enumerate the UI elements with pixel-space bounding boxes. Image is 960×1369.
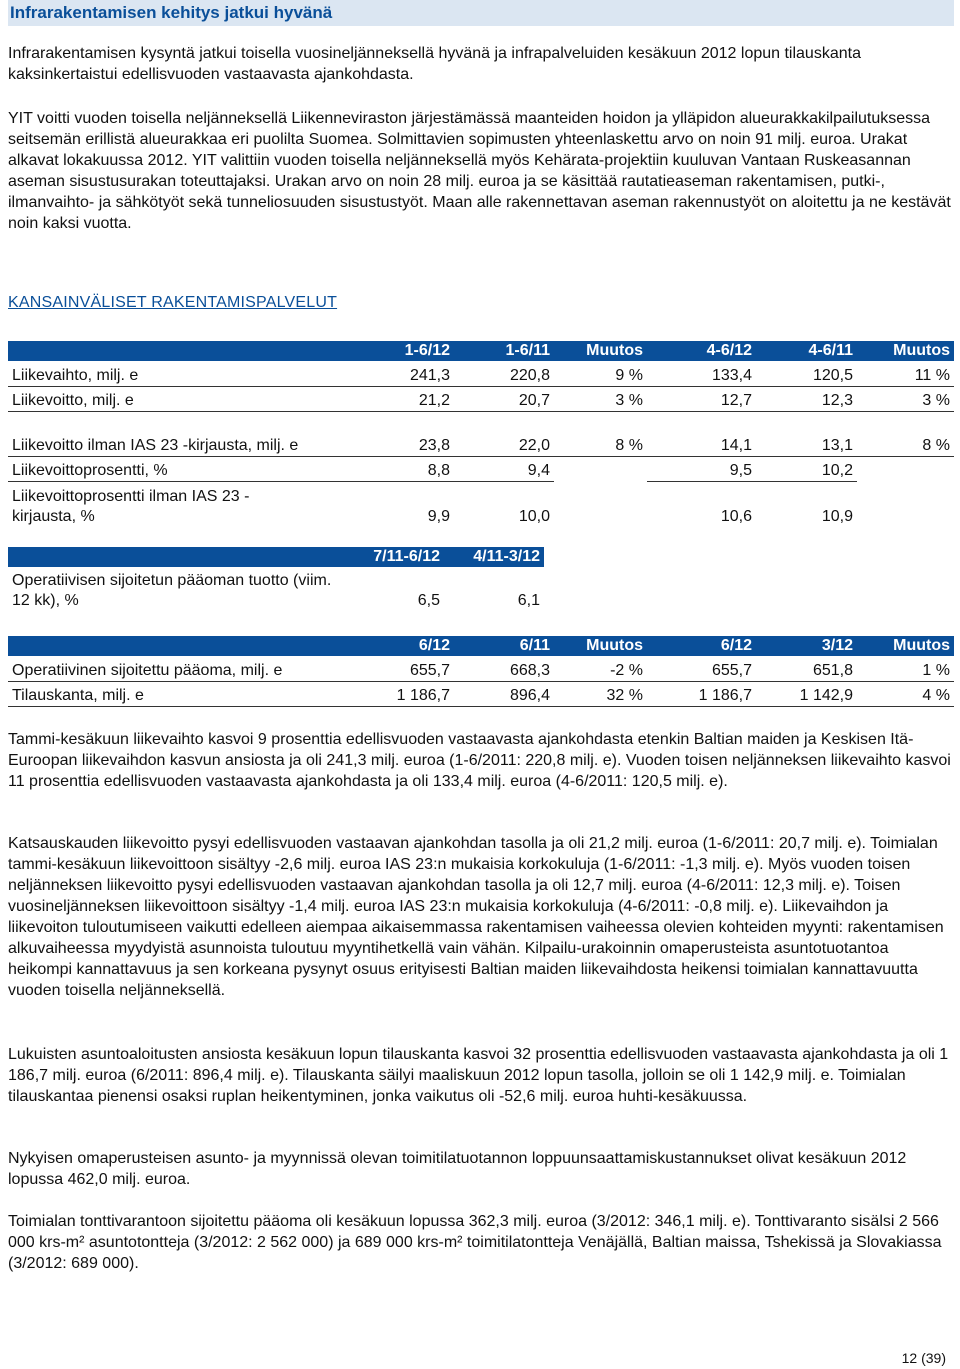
cell: 241,3 xyxy=(353,361,454,386)
cell: 32 % xyxy=(554,681,647,706)
row-label: Liikevoitto, milj. e xyxy=(8,386,353,411)
column-header: 6/12 xyxy=(647,636,756,656)
revenue-paragraph: Tammi-kesäkuun liikevaihto kasvoi 9 prosenttia edellisvuoden vastaavasta ajankohdasta etenkin Baltian maiden ja Keskisen Itä-Euroopan liikevaihdon kasvun ansiosta ja oli 241,3 milj. euroa (1-6/2011: 220,8 milj. e). Vuoden toisen neljänneksen liikevaihto kasvoi 11 prosenttia edellisvuoden vastaavasta ajankohdasta ja oli 133,4 milj. euroa (4-6/2011: 120,5 milj. e). xyxy=(8,731,951,790)
column-header: 3/12 xyxy=(756,636,857,656)
contracts-paragraph: YIT voitti vuoden toisella neljänneksellä Liikenneviraston järjestämässä maanteiden hoidon ja ylläpidon alueurakkakilpailutuksessa seitsemän erillistä alueurakkaa eri puolilta Suomea. Solmittavien sopimusten yhteenlaskettu arvo on noin 91 milj. euroa. Urakat alkavat lokakuussa 2012. YIT valittiin vuoden toisella neljänneksellä myös Kehärata-projektiin kuuluvan Vantaan Ruskeasannan aseman sisustusurakan toteuttajaksi. Urakan arvo on noin 28 milj. euroa ja se käsittää rautatieaseman rakentamisen, putki-, ilmanvaihto- ja sähkötyöt sekä tunneliosuuden sisustustyöt. Maan alle rakennettavan aseman rakennustyöt on aloitettu ja ne kestävät noin kaksi vuotta. xyxy=(8,110,951,232)
order-book-paragraph: Lukuisten asuntoaloitusten ansiosta kesäkuun lopun tilauskanta kasvoi 32 prosenttia edellisvuoden vastaavasta ajankohdasta ja oli 1 186,7 milj. euroa (6/2011: 896,4 milj. e). Tilauskanta säilyi maaliskuun 2012 lopun tasolla, jolloin se oli 1 142,9 milj. e. Toimialan tilauskantaa pienensi osaksi ruplan heikentyminen, jonka vaikutus oli -52,6 milj. euroa huhti-kesäkuussa. xyxy=(8,1046,949,1105)
cell xyxy=(857,481,954,527)
profit-paragraph: Katsauskauden liikevoitto pysyi edellisvuoden vastaavan ajankohdan tasolla ja oli 21,2 milj. euroa (1-6/2011: 20,7 milj. e). Toimialan tammi-kesäkuun liikevoittoon sisältyy -2,6 milj. euroa IAS 23:n mukaisia korkokuluja (1-6/2011: -1,3 milj. e). Myös vuoden toisen neljänneksen liikevoitto pysyi edellisvuoden vastaavan ajankohdan tasolla ja oli 12,7 milj. euroa (4-6/2011: 12,3 milj. e). Toisen vuosineljänneksen liikevoittoon sisältyy -1,4 milj. euroa IAS 23:n mukaisia korkokuluja (4-6/2011: -0,8 milj. e). Liikevaihdon ja liikevoiton tuloutumiseen vaikutti edelleen aiempaa aikaisemmassa rakentamisen vaiheessa olevien kohteiden myynti: rakentamisen alkuvaiheessa myydyistä asunnoista tuloutuu myyntihetkellä vain vähän. Kilpailu-urakoinnin omaperusteista asuntotuotantoa heikompi kannattavuus ja sen korkeana pysynyt osuus erityisesti Baltian maiden liikevaihdosta heikensi toimialan kannattavuutta vuoden toisella neljänneksellä. xyxy=(8,835,944,999)
cell: 1 142,9 xyxy=(756,681,857,706)
row-label: Operatiivinen sijoitettu pääoma, milj. e xyxy=(8,656,353,681)
row-label-text: Liikevoittoprosentti ilman IAS 23 -kirjausta, % xyxy=(12,488,250,525)
column-header: Muutos xyxy=(554,636,647,656)
column-header: 1-6/12 xyxy=(353,341,454,361)
table-row xyxy=(8,361,954,386)
cell: 4 % xyxy=(857,681,954,706)
section-heading: Infrarakentamisen kehitys jatkui hyvänä xyxy=(8,0,954,26)
cell: 6,1 xyxy=(517,592,540,609)
cell xyxy=(857,456,954,481)
cell: 896,4 xyxy=(454,681,554,706)
cell: 10,2 xyxy=(756,456,857,481)
cell: 13,1 xyxy=(756,411,857,456)
cell: 1 % xyxy=(857,656,954,681)
cell: 10,6 xyxy=(720,508,752,525)
row-label: Liikevaihto, milj. e xyxy=(8,361,353,386)
cell: 655,7 xyxy=(647,656,756,681)
table-header-row xyxy=(8,636,954,656)
table-row xyxy=(8,481,954,527)
cell: 655,7 xyxy=(353,656,454,681)
cell: 9 % xyxy=(554,361,647,386)
row-label: Liikevoitto ilman IAS 23 -kirjausta, milj. e xyxy=(8,411,353,456)
cell: 651,8 xyxy=(756,656,857,681)
table-row xyxy=(8,567,544,611)
cell: 10,9 xyxy=(821,508,853,525)
cell xyxy=(554,456,647,481)
cell: 11 % xyxy=(857,361,954,386)
cell: 668,3 xyxy=(454,656,554,681)
cell: 9,9 xyxy=(427,508,450,525)
intro-paragraph: Infrarakentamisen kysyntä jatkui toisella vuosineljänneksellä hyvänä ja infrapalveluiden kesäkuun 2012 lopun tilauskanta kaksinkertaistui edellisvuoden vastaavasta ajankohdasta. xyxy=(8,45,861,83)
cell: 3 % xyxy=(554,386,647,411)
column-header: 1-6/11 xyxy=(454,341,554,361)
column-header: 4-6/11 xyxy=(756,341,857,361)
column-header: Muutos xyxy=(554,341,647,361)
cell: 6,5 xyxy=(417,592,440,609)
capital-return-table xyxy=(8,547,544,611)
column-header: 4/11-3/12 xyxy=(444,547,544,567)
cell: 9,4 xyxy=(454,456,554,481)
cell: 22,0 xyxy=(454,411,554,456)
table-row xyxy=(8,656,954,681)
table-row xyxy=(8,456,954,481)
column-header: Muutos xyxy=(857,636,954,656)
international-section-title: KANSAINVÄLISET RAKENTAMISPALVELUT xyxy=(8,294,338,311)
cell: 8 % xyxy=(857,411,954,456)
cell: 9,5 xyxy=(647,456,756,481)
cell: 10,0 xyxy=(518,508,550,525)
cell: 120,5 xyxy=(756,361,857,386)
capital-orderbook-table xyxy=(8,636,954,707)
cell: 12,7 xyxy=(647,386,756,411)
cell: 23,8 xyxy=(353,411,454,456)
page-number: 12 (39) xyxy=(901,1350,946,1366)
cell: 21,2 xyxy=(353,386,454,411)
column-header: 7/11-6/12 xyxy=(343,547,444,567)
land-bank-paragraph: Toimialan tonttivarantoon sijoitettu pääoma oli kesäkuun lopussa 362,3 milj. euroa (3/2012: 346,1 milj. e). Tonttivaranto sisälsi 2 566 000 krs-m² asuntotontteja (3/2012: 2 562 000) ja 689 000 krs-m² toimitilatontteja Venäjällä, Baltian maissa, Tshekissä ja Slovakiassa (3/2012: 689 000). xyxy=(8,1213,942,1272)
cell: 220,8 xyxy=(454,361,554,386)
row-label: Operatiivisen sijoitetun pääoman tuotto (viim. 12 kk), % xyxy=(12,572,332,609)
key-figures-table xyxy=(8,341,954,527)
column-header: 6/12 xyxy=(353,636,454,656)
cell: 133,4 xyxy=(647,361,756,386)
cell: 1 186,7 xyxy=(647,681,756,706)
table-row xyxy=(8,411,954,456)
cell: 20,7 xyxy=(454,386,554,411)
row-label: Liikevoittoprosentti, % xyxy=(8,456,353,481)
cell: 3 % xyxy=(857,386,954,411)
table-header-row xyxy=(8,341,954,361)
completion-costs-paragraph: Nykyisen omaperusteisen asunto- ja myynnissä olevan toimitilatuotannon loppuunsaattamiskustannukset olivat kesäkuun 2012 lopussa 462,0 milj. euroa. xyxy=(8,1150,907,1188)
cell: 8,8 xyxy=(353,456,454,481)
cell: -2 % xyxy=(554,656,647,681)
column-header: 4-6/12 xyxy=(647,341,756,361)
cell: 12,3 xyxy=(756,386,857,411)
table-row xyxy=(8,681,954,706)
cell: 1 186,7 xyxy=(353,681,454,706)
table-header-row xyxy=(8,547,544,567)
column-header: Muutos xyxy=(857,341,954,361)
column-header: 6/11 xyxy=(454,636,554,656)
cell xyxy=(554,481,647,527)
cell: 8 % xyxy=(554,411,647,456)
row-label: Tilauskanta, milj. e xyxy=(8,681,353,706)
row-label xyxy=(8,481,353,527)
cell: 14,1 xyxy=(647,411,756,456)
table-row xyxy=(8,386,954,411)
